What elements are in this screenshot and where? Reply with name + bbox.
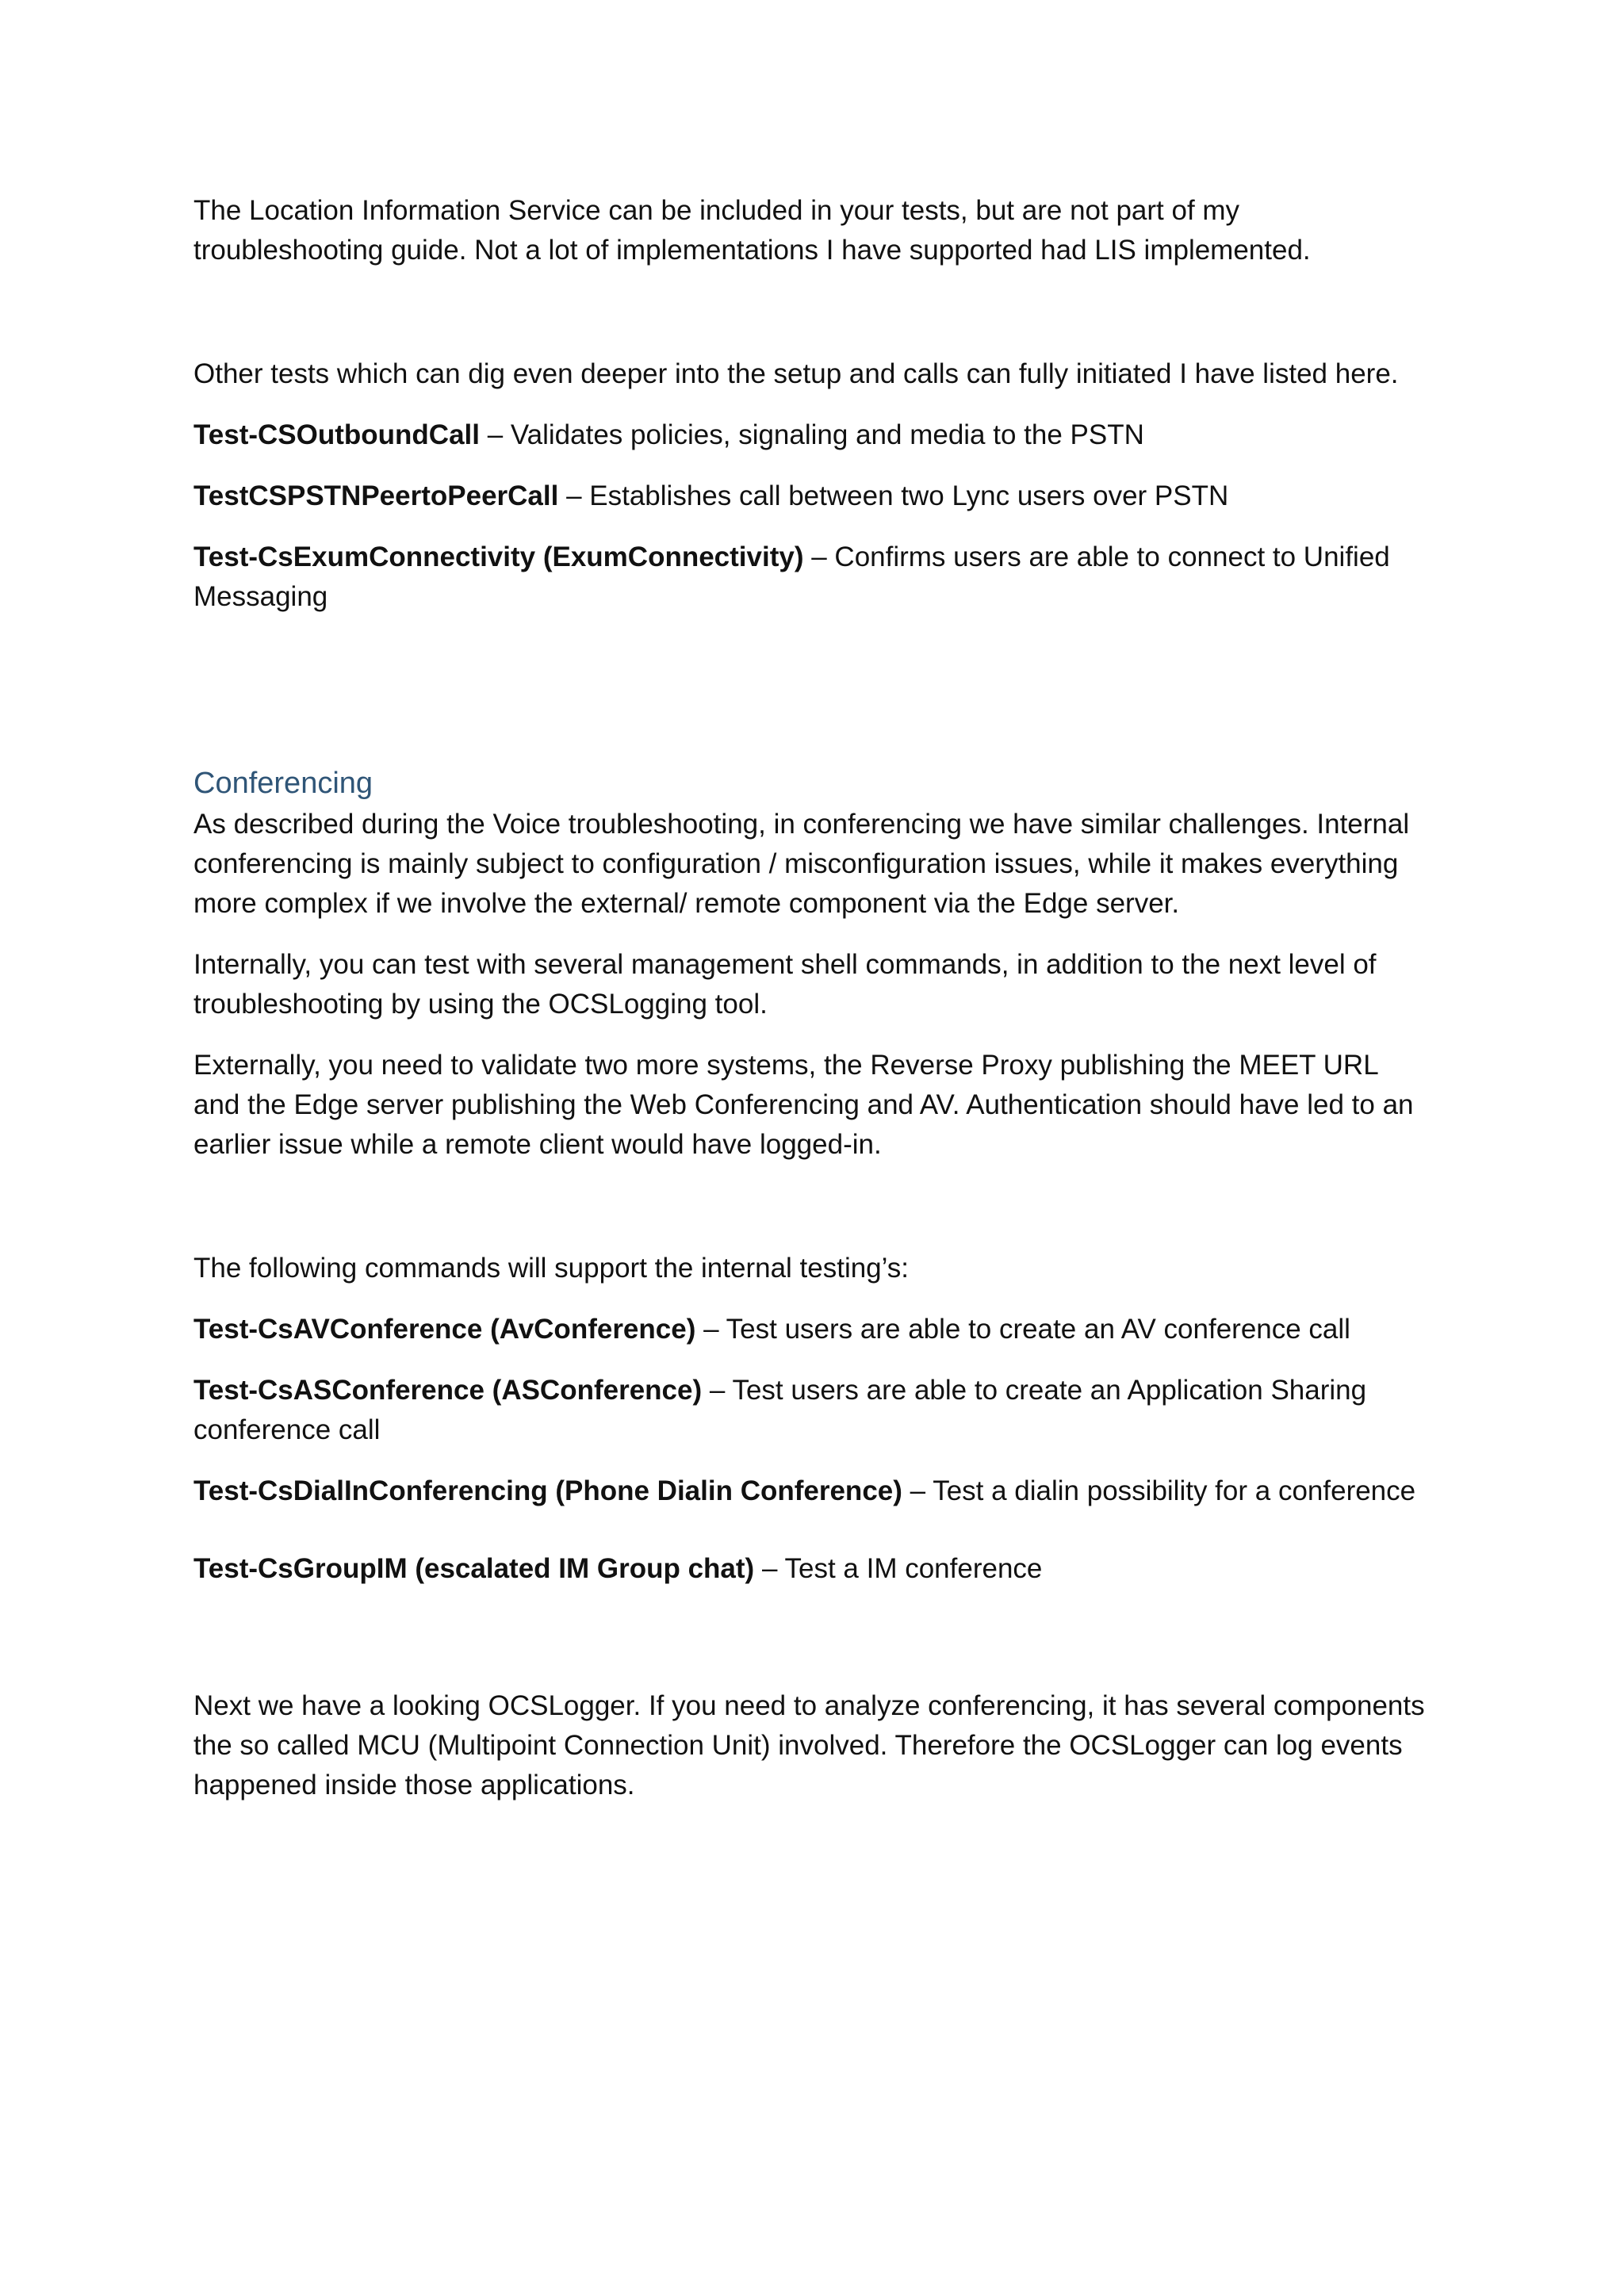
- command-name: Test-CsGroupIM (escalated IM Group chat): [193, 1553, 755, 1584]
- command-description: – Test a IM conference: [754, 1553, 1043, 1584]
- command-name: TestCSPSTNPeertoPeerCall: [193, 480, 559, 511]
- conferencing-heading: Conferencing: [193, 767, 373, 800]
- lis-note-paragraph: The Location Information Service can be included in your tests, but are not part of my troubleshooting guide. Not a lot of implementations I have supported had LIS implemented.: [193, 195, 1311, 266]
- conference-command-item: [193, 1471, 1431, 1511]
- command-description: – Test users are able to create an Application Sharing conference call: [193, 1375, 1367, 1445]
- conferencing-paragraph: Externally, you need to validate two more systems, the Reverse Proxy publishing the MEET URL and the Edge server publishing the Web Conferencing and AV. Authentication should have led to an earlier issue while a remote client would have logged-in.: [193, 1050, 1414, 1160]
- command-name: Test-CsASConference (ASConference): [193, 1375, 703, 1406]
- command-name: Test-CsAVConference (AvConference): [193, 1314, 696, 1345]
- voice-test-item: [193, 538, 1431, 617]
- command-description: – Test a dialin possibility for a conference: [902, 1475, 1416, 1506]
- command-name: Test-CsExumConnectivity (ExumConnectivity): [193, 541, 804, 572]
- command-description: – Establishes call between two Lync users over PSTN: [558, 480, 1229, 511]
- command-description: – Validates policies, signaling and media to the PSTN: [480, 419, 1144, 450]
- command-name: Test-CsDialInConferencing (Phone Dialin Conference): [193, 1475, 902, 1506]
- commands-intro-paragraph: The following commands will support the internal testing’s:: [193, 1253, 910, 1284]
- other-tests-paragraph: Other tests which can dig even deeper into the setup and calls can fully initiated I have listed here.: [193, 358, 1399, 389]
- conference-command-item: [193, 1549, 1431, 1589]
- command-name: Test-CSOutboundCall: [193, 419, 480, 450]
- command-description: – Test users are able to create an AV conference call: [695, 1314, 1350, 1345]
- conferencing-paragraph: As described during the Voice troubleshooting, in conferencing we have similar challenges. Internal conferencing is mainly subject to configuration / misconfiguration issues, while it makes everything more complex if we involve the external/ remote component via the Edge server.: [193, 809, 1410, 919]
- conference-command-item: [193, 1371, 1431, 1450]
- voice-test-item: [193, 415, 1431, 455]
- voice-test-item: [193, 476, 1431, 516]
- conference-command-item: [193, 1310, 1431, 1349]
- ocslogger-paragraph: Next we have a looking OCSLogger. If you need to analyze conferencing, it has several components the so called MCU (Multipoint Connection Unit) involved. Therefore the OCSLogger can log events happened inside those applications.: [193, 1690, 1425, 1800]
- conferencing-paragraph: Internally, you can test with several management shell commands, in addition to the next level of troubleshooting by using the OCSLogging tool.: [193, 949, 1377, 1020]
- command-description: – Confirms users are able to connect to Unified Messaging: [193, 541, 1390, 612]
